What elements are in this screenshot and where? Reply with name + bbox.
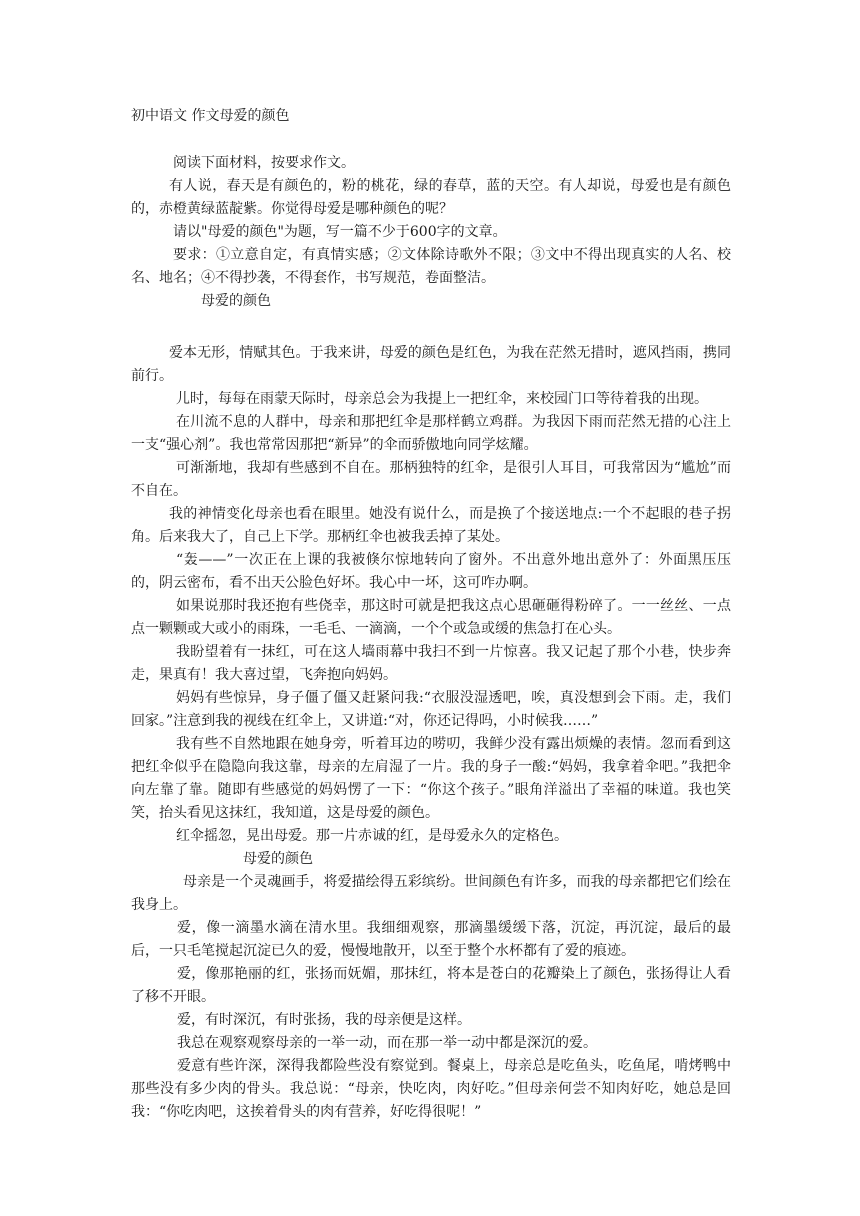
essay-1-heading: 母爱的颜色 [201, 293, 271, 309]
essay-1-paragraph: 红伞摇忽，晃出母爱。那一片赤诚的红，是母爱永久的定格色。 [176, 828, 568, 844]
essay-1-paragraph: 如果说那时我还抱有些侥幸，那这时可就是把我这点心思砸砸得粉碎了。一一丝丝、一点点一颗颗或大或小的雨珠，一毛毛、一滴滴，一个个或急或缓的焦急打在心头。 [131, 598, 731, 637]
prompt-requirements: 要求：①立意自定，有真情实感；②文体除诗歌外不限；③文中不得出现真实的人名、校名、地名；④不得抄袭，不得套作，书写规范，卷面整洁。 [131, 247, 731, 286]
essay-2-paragraph: 爱，像那艳丽的红，张扬而妩媚，那抹红，将本是苍白的花瓣染上了颜色，张扬得让人看了移不开眼。 [131, 966, 731, 1005]
essay-1-paragraph: 儿时，每每在雨蒙天际时，母亲总会为我提上一把红伞，来校园门口等待着我的出现。 [176, 391, 708, 407]
essay-1-paragraph: 在川流不息的人群中，母亲和那把红伞是那样鹤立鸡群。为我因下雨而茫然无措的心注上一支“强心剂”。我也常常因那把“新异”的伞而骄傲地向同学炫耀。 [131, 414, 731, 453]
essay-1-paragraph: “轰——”一次正在上课的我被倏尔惊地转向了窗外。不出意外地出意外了：外面黑压压的，阴云密布，看不出天公脸色好坏。我心中一坏，这可咋办啊。 [131, 552, 731, 591]
prompt-material: 有人说，春天是有颜色的，粉的桃花，绿的春草，蓝的天空。有人却说，母爱也是有颜色的，赤橙黄绿蓝靛紫。你觉得母爱是哪种颜色的呢？ [131, 178, 731, 217]
essay-2-paragraph: 我总在观察观察母亲的一举一动，而在那一举一动中都是深沉的爱。 [177, 1035, 597, 1051]
title-spacing [131, 126, 731, 152]
prompt-task: 请以"母爱的颜色"为题，写一篇不少于600字的文章。 [173, 224, 507, 240]
essay-2-paragraph: 母亲是一个灵魂画手，将爱描绘得五彩缤纷。世间颜色有许多，而我的母亲都把它们绘在我身上。 [131, 874, 731, 913]
essay-1-paragraph: 我盼望着有一抹红，可在这人墙雨幕中我扫不到一片惊喜。我又记起了那个小巷，快步奔走，果真有！我大喜过望，飞奔抱向妈妈。 [131, 644, 731, 683]
essay-1-paragraph: 我有些不自然地跟在她身旁，听着耳边的唠叨，我鲜少没有露出烦燥的表情。忽而看到这把红伞似乎在隐隐向我这靠，母亲的左肩湿了一片。我的身子一酸:“妈妈，我拿着伞吧。”我把伞向左靠了靠。随即有些感觉的妈妈愣了一下：“你这个孩子。”眼角洋溢出了幸福的味道。我也笑笑，抬头看见这抹红，我知道，这是母爱的颜色。 [131, 736, 731, 821]
prompt-instruction: 阅读下面材料，按要求作文。 [173, 155, 355, 171]
essay-2-paragraph: 爱，像一滴墨水滴在清水里。我细细观察，那滴墨缓缓下落，沉淀，再沉淀，最后的最后，一只毛笔搅起沉淀已久的爱，慢慢地散开，以至于整个水杯都有了爱的痕迹。 [131, 920, 731, 959]
document-title: 初中语文 作文母爱的颜色 [131, 108, 290, 124]
essay-2-paragraph: 爱，有时深沉，有时张扬，我的母亲便是这样。 [177, 1012, 471, 1028]
heading-spacing [131, 313, 731, 342]
essay-1-paragraph: 妈妈有些惊异，身子僵了僵又赶紧问我:“衣服没湿透吧，唉，真没想到会下雨。走，我们回家。”注意到我的视线在红伞上，又讲道:“对，你还记得吗，小时候我……” [131, 690, 731, 729]
essay-2-heading: 母爱的颜色 [243, 851, 313, 867]
document-content [131, 106, 731, 1124]
essay-1-paragraph: 爱本无形，情赋其色。于我来讲，母爱的颜色是红色，为我在茫然无措时，遮风挡雨，携同前行。 [131, 345, 731, 384]
essay-1-paragraph: 我的神情变化母亲也看在眼里。她没有说什么，而是换了个接送地点:一个不起眼的巷子拐角。后来我大了，自己上下学。那柄红伞也被我丢掉了某处。 [131, 506, 731, 545]
essay-1-paragraph: 可渐渐地，我却有些感到不自在。那柄独特的红伞，是很引人耳目，可我常因为“尴尬”而不自在。 [131, 460, 731, 499]
essay-2-paragraph: 爱意有些许深，深得我都险些没有察觉到。餐桌上，母亲总是吃鱼头，吃鱼尾，啃烤鸭中那些没有多少肉的骨头。我总说：“母亲，快吃肉，肉好吃。”但母亲何尝不知肉好吃，她总是回我：“你吃肉吧，这挨着骨头的肉有营养，好吃得很呢！” [131, 1058, 731, 1120]
